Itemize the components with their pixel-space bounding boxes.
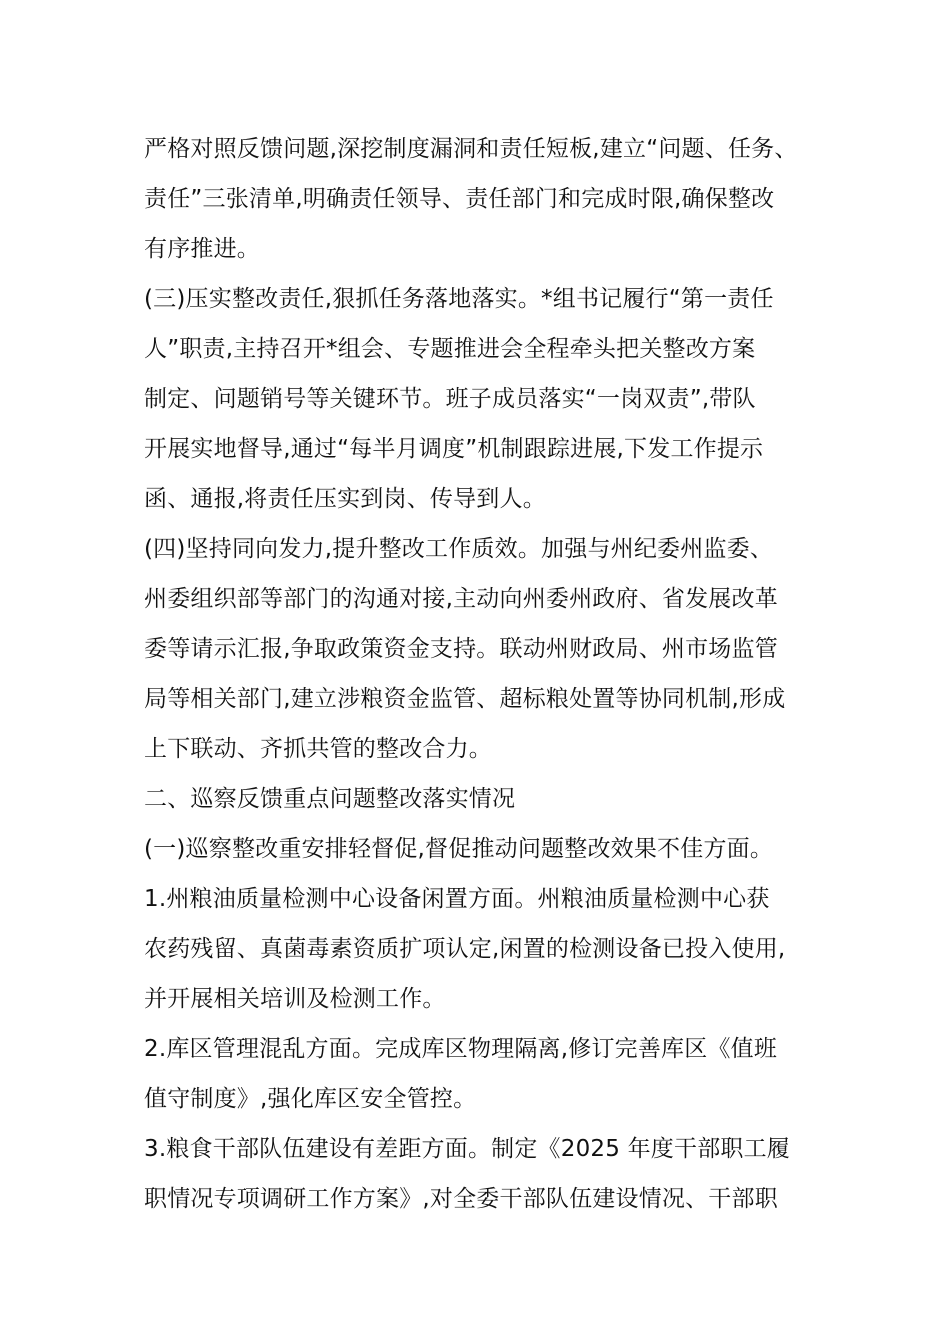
text-line: (四)坚持同向发力,提升整改工作质效。加强与州纪委州监委、 xyxy=(144,536,774,562)
text-line: (三)压实整改责任,狠抓任务落地落实。*组书记履行“第一责任 xyxy=(144,286,774,312)
text-line: 并开展相关培训及检测工作。 xyxy=(144,986,446,1012)
text-line: 严格对照反馈问题,深挖制度漏洞和责任短板,建立“问题、任务、 xyxy=(144,136,798,162)
text-line: 上下联动、齐抓共管的整改合力。 xyxy=(144,736,492,762)
text-line: 函、通报,将责任压实到岗、传导到人。 xyxy=(144,486,546,512)
text-line: 2.库区管理混乱方面。完成库区物理隔离,修订完善库区《值班 xyxy=(144,1036,778,1062)
text-line: 制定、问题销号等关键环节。班子成员落实“一岗双责”,带队 xyxy=(144,386,756,412)
document-body xyxy=(144,124,824,1224)
text-line: 1.州粮油质量检测中心设备闲置方面。州粮油质量检测中心获 xyxy=(144,886,770,912)
text-line: 局等相关部门,建立涉粮资金监管、超标粮处置等协同机制,形成 xyxy=(144,686,786,712)
text-line: 州委组织部等部门的沟通对接,主动向州委州政府、省发展改革 xyxy=(144,586,778,612)
text-line: 开展实地督导,通过“每半月调度”机制跟踪进展,下发工作提示 xyxy=(144,436,764,462)
text-line: 人”职责,主持召开*组会、专题推进会全程牵头把关整改方案 xyxy=(144,336,756,362)
text-line: 值守制度》,强化库区安全管控。 xyxy=(144,1086,477,1112)
text-line: 职情况专项调研工作方案》,对全委干部队伍建设情况、干部职 xyxy=(144,1186,778,1212)
text-line: (一)巡察整改重安排轻督促,督促推动问题整改效果不佳方面。 xyxy=(144,836,774,862)
text-line: 3.粮食干部队伍建设有差距方面。制定《2025 年度干部职工履 xyxy=(144,1136,790,1162)
text-line: 农药残留、真菌毒素资质扩项认定,闲置的检测设备已投入使用, xyxy=(144,936,786,962)
text-line: 责任”三张清单,明确责任领导、责任部门和完成时限,确保整改 xyxy=(144,186,775,212)
text-line: 有序推进。 xyxy=(144,236,260,262)
section-heading: 二、巡察反馈重点问题整改落实情况 xyxy=(144,786,516,812)
text-line: 委等请示汇报,争取政策资金支持。联动州财政局、州市场监管 xyxy=(144,636,778,662)
